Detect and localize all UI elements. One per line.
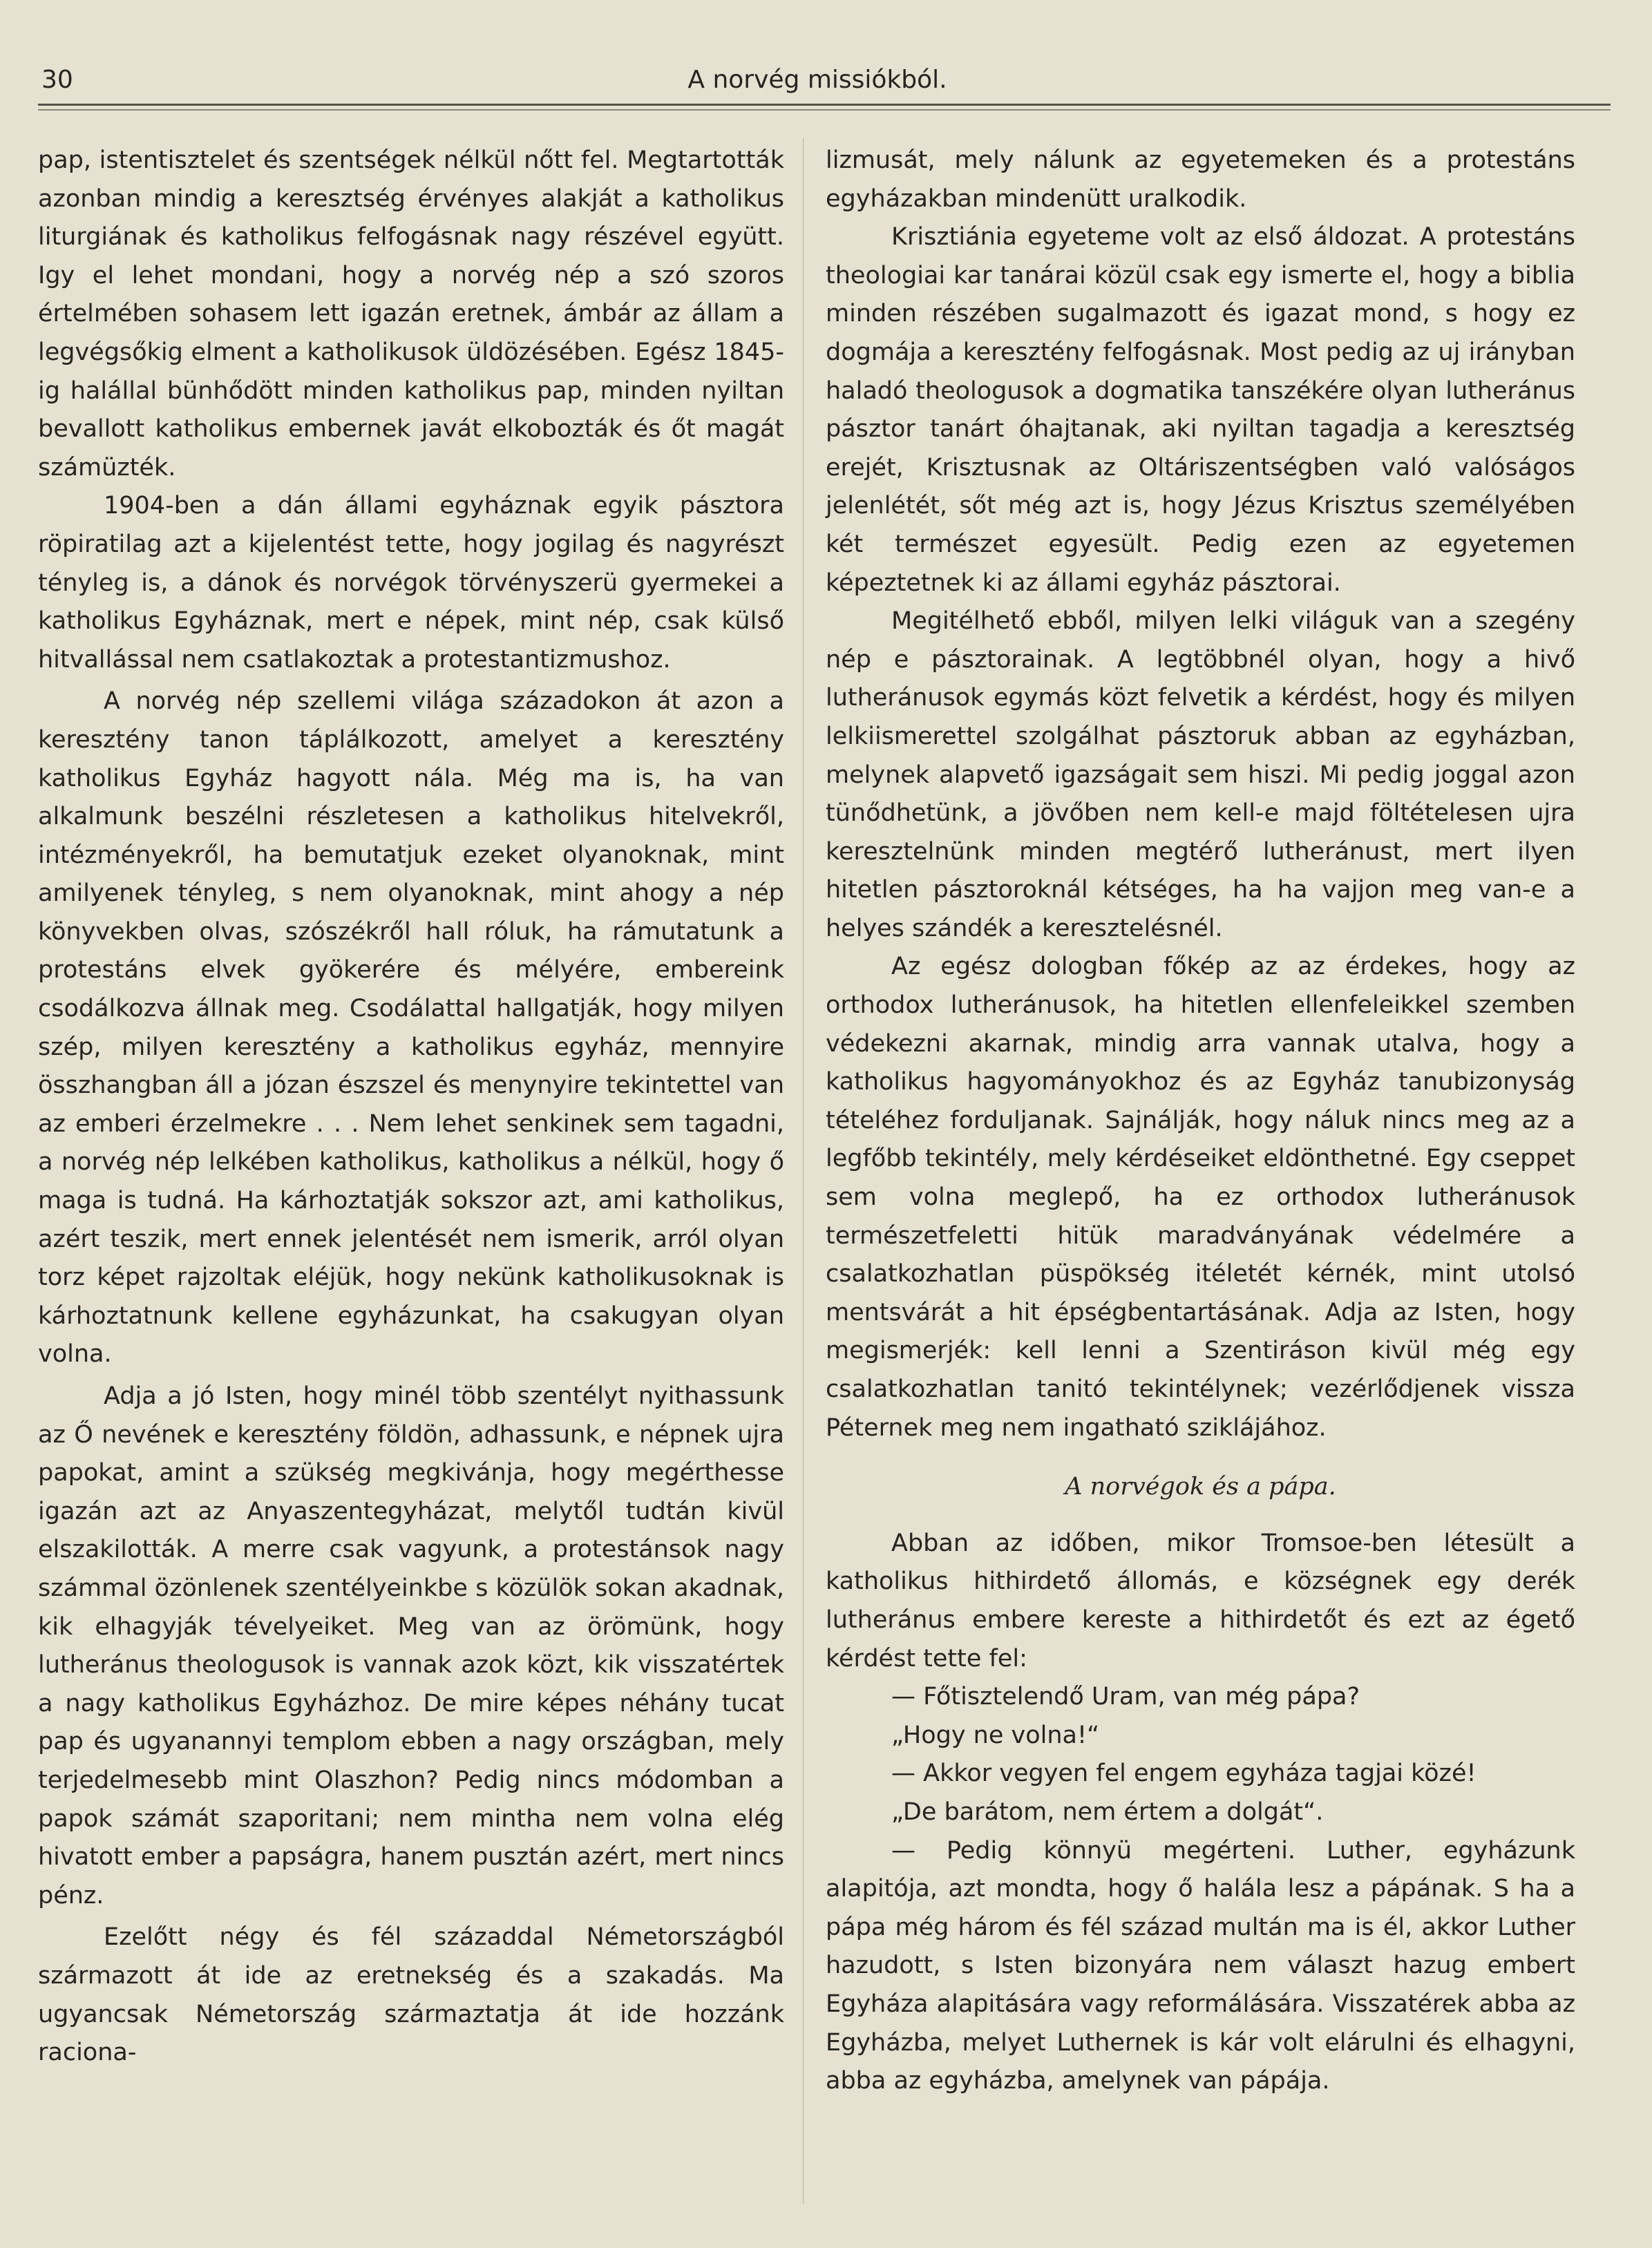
paragraph: pap, istentisztelet és szentségek nélkül nőtt fel. Megtartották azonban mindig a keresztség érvényes alakját a katholikus liturgiának és katholikus felfogásnak nagy részével együtt. Igy el lehet mondani, hogy a norvég nép a szó szoros értelmében sohasem lett igazán eretnek, ámbár az állam a legvégsőkig elment a katholikusok üldözésében. Egész 1845-ig halállal bünhődött minden katholikus pap, minden nyiltan bevallott katholikus embernek javát elkobozták és őt magát számüzték. (38, 146, 784, 482)
paragraph: Abban az időben, mikor Tromsoe-ben létesült a katholikus hithirdető állomás, e községnek egy derék lutheránus embere kereste a hithirdetőt és ezt az égető kérdést tette fel: (826, 1529, 1575, 1673)
paragraph: Az egész dologban főkép az az érdekes, hogy az orthodox lutheránusok, ha hitetlen ellenfeleikkel szemben védekezni akarnak, mindig arra vannak utalva, hogy a katholikus hagyományokhoz és az Egyház tanubizonyság tételéhez forduljanak. Sajnálják, hogy náluk nincs meg az a legfőbb tekintély, mely kérdéseiket eldönthetné. Egy cseppet sem volna meglepő, ha ez orthodox lutheránusok természetfeletti hitük maradványának védelmére a csalatkozhatlan püspökség itéletét kérnék, mint utolsó mentsvárát a hit épségbentartásának. Adja az Isten, hogy megismerjék: kell lenni a Szentiráson kivül még egy csalatkozhatlan tanitó tekintélynek; vezérlődjenek vissza Péternek meg nem ingatható sziklájához. (826, 953, 1575, 1442)
paragraph: Ezelőtt négy és fél századdal Németországból származott át ide az eretnekség és a szakadás. Ma ugyancsak Németország származtatja át ide hozzánk raciona- (38, 1923, 784, 2067)
paragraph: Krisztiánia egyeteme volt az első áldozat. A protestáns theologiai kar tanárai közül csak egy ismerte el, hogy a biblia minden részében sugalmazott és igazat mond, s hogy ez dogmája a keresztény felfogásnak. Most pedig az uj irányban haladó theologusok a dogmatika tanszékére olyan lutheránus pásztor tanárt óhajtanak, aki nyiltan tagadja a keresztség erejét, Krisztusnak az Oltáriszentségben való valóságos jelenlétét, sőt még azt is, hogy Jézus Krisztus személyében két természet egyesült. Pedig ezen az egyetemen képeztetnek ki az állami egyház pásztorai. (826, 223, 1575, 597)
dialog-line: „De barátom, nem értem a dolgát“. (891, 1798, 1324, 1826)
header-rule (38, 104, 1611, 106)
header-rule-thin (38, 109, 1611, 111)
dialog-line: — Akkor vegyen fel engem egyháza tagjai közé! (891, 1760, 1477, 1788)
paragraph: 1904-ben a dán állami egyháznak egyik pásztora röpiratilag azt a kijelentést tette, hogy jogilag és nagyrészt tényleg is, a dánok és norvégok törvényszerü gyermekei a katholikus Egyháznak, mert e népek, mint nép, csak külső hitvallással nem csatlakoztak a protestantizmushoz. (38, 492, 784, 674)
paragraph: Megitélhető ebből, milyen lelki világuk van a szegény nép e pásztorainak. A legtöbbnél olyan, hogy a hivő lutheránusok egymás közt felvetik a kérdést, hogy és milyen lelkiismerettel szolgálhat pásztoruk abban az egyházban, melynek alapvető igazságait sem hiszi. Mi pedig joggal azon tünődhetünk, a jövőben nem kell-e majd föltételesen ujra keresztelnünk minden megtérő lutheránust, mert ilyen hitetlen pásztoroknál kétséges, ha ha vajjon meg van-e a helyes szándék a keresztelésnél. (826, 607, 1575, 942)
paragraph: A norvég nép szellemi világa századokon át azon a keresztény tanon táplálkozott, amelyet a keresztény katholikus Egyház hagyott nála. Még ma is, ha van alkalmunk beszélni részletesen a katholikus hitelvekről, intézményekről, ha bemutatjuk ezeket olyanoknak, mint amilyenek tényleg, s nem olyanoknak, mint ahogy a nép könyvekben olvas, szószékről hall róluk, ha rámutatunk a protestáns elvek gyökerére és mélyére, embereink csodálkozva állnak meg. Csodálattal hallgatják, hogy milyen szép, milyen keresztény a katholikus egyház, mennyire összhangban áll a józan észszel és menynyire tekintettel van az emberi érzelmekre . . . Nem lehet senkinek sem tagadni, a norvég nép lelkében katholikus, katholikus a nélkül, hogy ő maga is tudná. Ha kárhoztatják sokszor azt, ami katholikus, azért teszik, mert ennek jelentését nem ismerik, arról olyan torz képet rajzoltak eléjük, hogy nekünk katholikusoknak is kárhoztatnunk kellene egyházunkat, ha csakugyan olyan volna. (38, 687, 784, 1369)
paragraph: lizmusát, mely nálunk az egyetemeken és a protestáns egyházakban mindenütt uralkodik. (826, 146, 1575, 213)
running-title: A norvég missiókból. (687, 66, 947, 94)
right-column (826, 142, 1575, 2101)
paragraph: Adja a jó Isten, hogy minél több szentélyt nyithassunk az Ő nevének e keresztény földön, adhassunk, e népnek ujra papokat, amint a szükség megkivánja, hogy megérthesse igazán azt az Anyaszentegyházat, melytől tudtán kivül elszakilották. A merre csak vagyunk, a protestánsok nagy számmal özönlenek szentélyeinkbe s közülök sokan akadnak, kik elhagyják tévelyeiket. Meg van az örömünk, hogy lutheránus theologusok is vannak azok közt, kik visszatértek a nagy katholikus Egyházhoz. De mire képes néhány tucat pap és ugyanannyi templom ebben a nagy országban, mely terjedelmesebb mint Olaszhon? Pedig nincs módomban a papok számát szaporitani; nem mintha nem volna elég hivatott ember a papságra, hanem pusztán azért, mert nincs pénz. (38, 1382, 784, 1909)
left-column (38, 142, 784, 2073)
page-number: 30 (41, 66, 73, 94)
column-divider (803, 138, 804, 2204)
page-header (38, 66, 1597, 107)
section-heading: A norvégok és a pápa. (1065, 1473, 1336, 1501)
dialog-line: „Hogy ne volna!“ (891, 1721, 1100, 1749)
paragraph: — Pedig könnyü megérteni. Luther, egyházunk alapitója, azt mondta, hogy ő halála lesz a pápának. S ha a pápa még három és fél század multán ma is él, akkor Luther hazudott, s Isten bizonyára nem választ hazug embert Egyháza alapitására vagy reformálására. Visszatérek abba az Egyházba, melyet Luthernek is kár volt elárulni és elhagyni, abba az egyházba, amelynek van pápája. (826, 1836, 1575, 2095)
dialog-line: — Főtisztelendő Uram, van még pápa? (891, 1683, 1360, 1711)
